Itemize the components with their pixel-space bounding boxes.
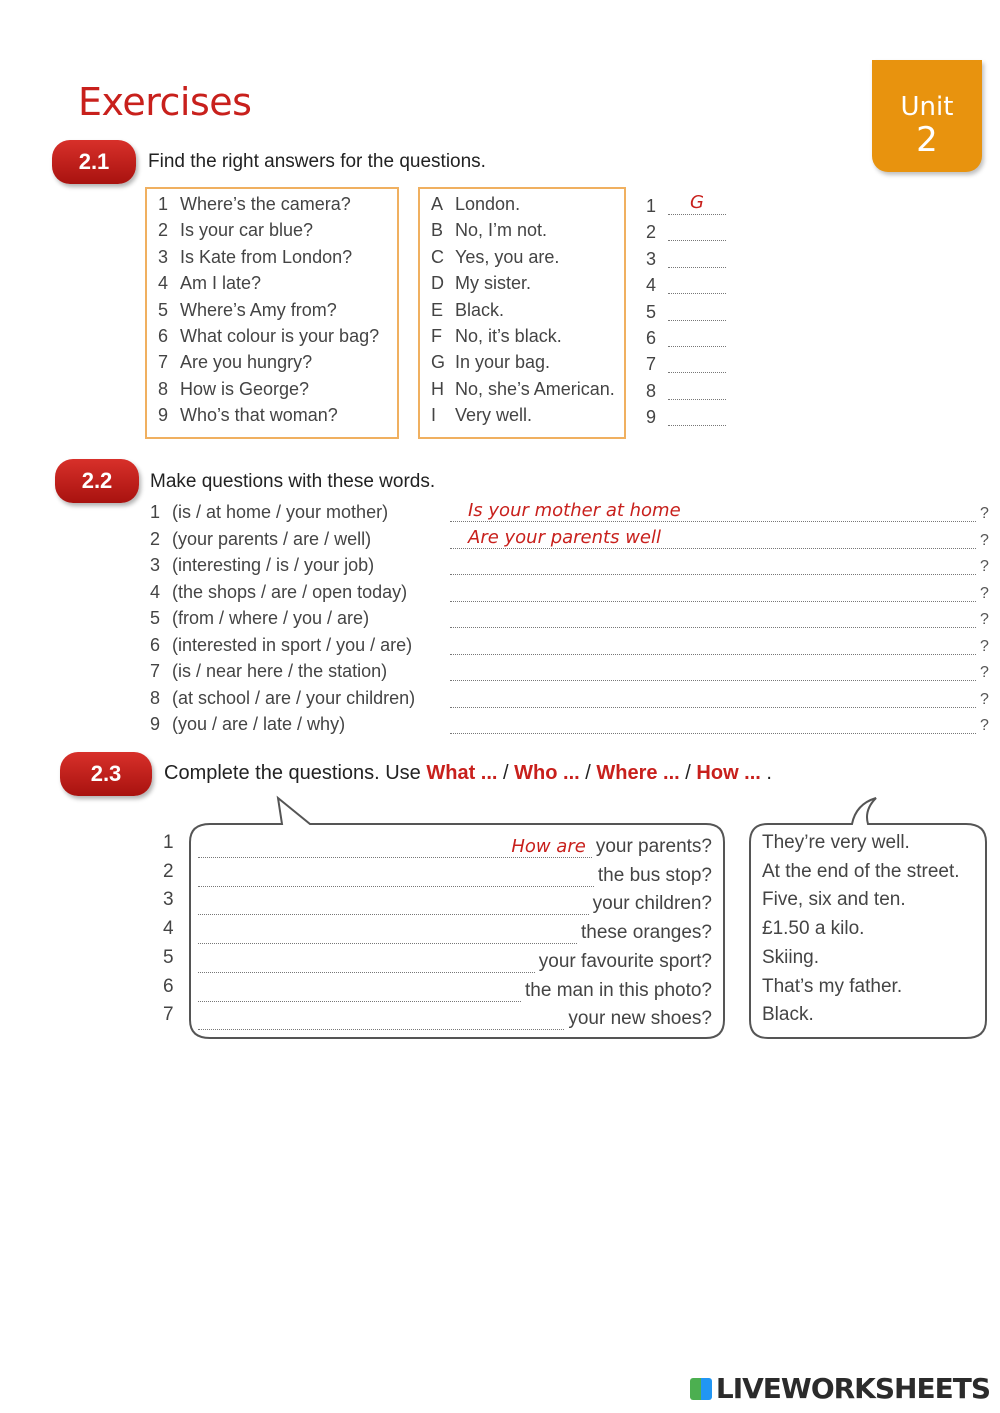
- question-text: What colour is your bag?: [180, 326, 380, 346]
- reply-text: Five, six and ten.: [762, 889, 906, 911]
- question-row: [158, 247, 352, 268]
- question-mark: ?: [980, 664, 989, 681]
- item-number: 3: [163, 889, 174, 911]
- blank-number: 4: [646, 275, 657, 296]
- question-ending: the man in this photo?: [525, 979, 712, 1001]
- answer-letter: E: [431, 299, 444, 320]
- prompt-row: [150, 529, 371, 550]
- answer-text: No, it’s black.: [455, 326, 562, 346]
- answer-text: No, I’m not.: [455, 220, 548, 241]
- match-answer-value: G: [690, 192, 704, 213]
- question-number: 2: [158, 220, 169, 241]
- prompt-text: (the shops / are / open today): [172, 581, 408, 602]
- question-line: [198, 889, 712, 915]
- question-number: 8: [158, 378, 169, 399]
- complete-question-input[interactable]: [198, 922, 577, 944]
- match-answer-input[interactable]: [668, 298, 726, 321]
- answer-row: [431, 220, 547, 241]
- answer-text: My sister.: [455, 273, 532, 294]
- blank-number: 8: [646, 380, 657, 401]
- answer-letter: I: [431, 405, 437, 426]
- answer-row: [431, 273, 531, 294]
- question-row: [158, 405, 338, 426]
- complete-question-input[interactable]: [198, 865, 594, 887]
- question-answer-input[interactable]: [450, 712, 976, 734]
- liveworksheets-logo: [690, 1372, 990, 1405]
- question-row: [158, 220, 313, 241]
- question-text: How is George?: [180, 378, 310, 399]
- prompt-row: [150, 502, 388, 523]
- prompt-row: [150, 582, 407, 603]
- item-number: 2: [163, 860, 174, 882]
- complete-question-input[interactable]: [198, 1008, 564, 1030]
- reply-text: That’s my father.: [762, 975, 903, 997]
- question-answer-input[interactable]: [450, 659, 976, 681]
- word-what: What ...: [426, 762, 498, 784]
- exercise-badge-2-1: 2.1: [52, 140, 136, 184]
- answer-letter: H: [431, 378, 444, 399]
- answer-letter: A: [431, 194, 444, 214]
- word-how: How ...: [696, 762, 761, 784]
- answer-row: [431, 379, 615, 400]
- question-row: [158, 273, 261, 294]
- question-number: 3: [158, 246, 169, 267]
- exercise-instruction-2-3: [164, 762, 772, 785]
- prompt-text: (interesting / is / your job): [172, 555, 375, 575]
- question-mark: ?: [980, 531, 989, 549]
- answer-row: [431, 247, 559, 268]
- reply-text: At the end of the street.: [762, 860, 960, 882]
- answer-letter: F: [431, 326, 442, 346]
- question-number: 1: [158, 194, 169, 214]
- prompt-number: 5: [150, 608, 161, 628]
- blank-number: 1: [646, 196, 657, 216]
- logo-mark: [690, 1378, 712, 1400]
- blank-number: 2: [646, 222, 657, 243]
- prompt-text: (is / at home / your mother): [172, 502, 389, 522]
- answer-row: [431, 352, 550, 373]
- answer-text: Very well.: [455, 405, 533, 426]
- reply-text: They’re very well.: [762, 832, 910, 853]
- answer-row: [431, 194, 520, 215]
- question-number: 4: [158, 273, 169, 294]
- unit-label: Unit: [900, 92, 954, 122]
- item-number: 7: [163, 1004, 174, 1026]
- question-ending: your favourite sport?: [538, 950, 712, 972]
- reply-text: Black.: [762, 1004, 814, 1026]
- prompt-text: (at school / are / your children): [172, 687, 416, 708]
- question-ending: your children?: [592, 893, 712, 915]
- answer-letter: G: [431, 352, 446, 373]
- question-row: [158, 300, 337, 321]
- instruction-end: .: [766, 762, 772, 784]
- question-row: [158, 326, 379, 347]
- separator: /: [497, 762, 515, 784]
- complete-question-value: How are: [511, 836, 586, 857]
- question-ending: the bus stop?: [597, 864, 712, 886]
- item-number: 1: [163, 832, 174, 853]
- prompt-row: [150, 555, 374, 576]
- match-answer-input[interactable]: [668, 377, 726, 400]
- question-text: Are you hungry?: [180, 352, 313, 373]
- question-text: Who’s that woman?: [180, 405, 338, 426]
- prompt-row: [150, 714, 345, 735]
- page-title: Exercises: [78, 80, 252, 124]
- prompt-number: 4: [150, 581, 161, 602]
- blank-number: 6: [646, 328, 657, 348]
- blank-number: 5: [646, 301, 657, 322]
- reply-text: £1.50 a kilo.: [762, 918, 865, 940]
- answer-letter: D: [431, 273, 444, 294]
- separator: /: [679, 762, 697, 784]
- prompt-row: [150, 635, 412, 656]
- word-who: Who ...: [514, 762, 580, 784]
- complete-question-input[interactable]: [198, 951, 535, 973]
- prompt-row: [150, 608, 369, 629]
- complete-question-input[interactable]: [198, 980, 521, 1002]
- question-ending: your parents?: [595, 836, 712, 857]
- answer-row: [431, 326, 562, 347]
- answer-text: No, she’s American.: [455, 378, 615, 399]
- prompt-number: 1: [150, 502, 161, 522]
- item-number: 5: [163, 946, 174, 968]
- question-text: Am I late?: [180, 273, 262, 294]
- answer-row: [431, 405, 532, 426]
- instruction-text: Complete the questions. Use: [164, 762, 421, 784]
- question-answer-input[interactable]: [450, 580, 976, 602]
- complete-question-input[interactable]: [198, 893, 589, 915]
- match-answer-input[interactable]: [668, 350, 726, 373]
- question-answer-input[interactable]: [450, 633, 976, 655]
- question-mark: ?: [980, 505, 989, 522]
- answer-text: London.: [455, 194, 521, 214]
- prompt-number: 6: [150, 634, 161, 655]
- question-text: Is Kate from London?: [180, 246, 353, 267]
- match-answer-input[interactable]: [668, 192, 726, 215]
- exercise-badge-2-3: 2.3: [60, 752, 152, 796]
- prompt-number: 2: [150, 528, 161, 549]
- answer-letter: B: [431, 220, 444, 241]
- logo-text: LIVEWORKSHEETS: [715, 1372, 990, 1405]
- item-number: 6: [163, 975, 174, 997]
- question-answer-input[interactable]: [450, 686, 976, 708]
- question-row: [158, 194, 351, 215]
- question-mark: ?: [980, 558, 989, 575]
- prompt-text: (interested in sport / you / are): [172, 634, 413, 655]
- question-mark: ?: [980, 637, 989, 655]
- exercise-instruction-2-1: Find the right answers for the questions.: [148, 151, 486, 172]
- answer-text: Black.: [455, 299, 505, 320]
- blank-number: 7: [646, 354, 657, 375]
- question-mark: ?: [980, 690, 989, 708]
- match-answer-input[interactable]: [668, 403, 726, 426]
- reply-text: Skiing.: [762, 946, 820, 968]
- answer-text: Yes, you are.: [455, 246, 560, 267]
- question-text: Where’s the camera?: [180, 194, 351, 214]
- question-mark: ?: [980, 611, 989, 628]
- question-row: [158, 379, 309, 400]
- question-answer-input[interactable]: [450, 606, 976, 628]
- separator: /: [579, 762, 597, 784]
- prompt-text: (you / are / late / why): [172, 714, 346, 734]
- answer-text: In your bag.: [455, 352, 551, 373]
- question-mark: ?: [980, 717, 989, 734]
- question-answer-input[interactable]: [450, 500, 976, 522]
- unit-tab: [872, 60, 982, 172]
- unit-number: 2: [916, 120, 938, 160]
- question-line: [198, 1004, 712, 1030]
- question-answer-input[interactable]: [450, 527, 976, 549]
- match-answer-input[interactable]: [668, 245, 726, 268]
- prompt-text: (from / where / you / are): [172, 608, 370, 628]
- item-number: 4: [163, 918, 174, 940]
- blank-number: 3: [646, 248, 657, 269]
- question-line: [198, 918, 712, 944]
- question-number: 6: [158, 326, 169, 346]
- question-line: [198, 832, 712, 858]
- question-answer-value: Is your mother at home: [468, 500, 681, 521]
- blank-number: 9: [646, 407, 657, 428]
- question-ending: your new shoes?: [568, 1008, 712, 1030]
- prompt-number: 7: [150, 661, 161, 681]
- match-answer-input[interactable]: [668, 271, 726, 294]
- prompt-text: (your parents / are / well): [172, 528, 372, 549]
- exercise-badge-2-2: 2.2: [55, 459, 139, 503]
- word-where: Where ...: [596, 762, 680, 784]
- answer-letter: C: [431, 246, 444, 267]
- prompt-row: [150, 661, 387, 682]
- question-number: 5: [158, 299, 169, 320]
- question-mark: ?: [980, 584, 989, 602]
- question-row: [158, 352, 312, 373]
- prompt-number: 9: [150, 714, 161, 734]
- question-answer-input[interactable]: [450, 553, 976, 575]
- question-line: [198, 976, 712, 1002]
- question-ending: these oranges?: [581, 922, 712, 944]
- prompt-number: 8: [150, 687, 161, 708]
- complete-question-input[interactable]: [198, 836, 592, 858]
- question-text: Where’s Amy from?: [180, 299, 337, 320]
- question-number: 7: [158, 352, 169, 373]
- match-answer-input[interactable]: [668, 324, 726, 347]
- prompt-text: (is / near here / the station): [172, 661, 388, 681]
- question-answer-value: Are your parents well: [468, 526, 661, 548]
- question-line: [198, 947, 712, 973]
- exercise-instruction-2-2: Make questions with these words.: [150, 471, 436, 492]
- answer-row: [431, 300, 504, 321]
- question-text: Is your car blue?: [180, 220, 314, 241]
- prompt-number: 3: [150, 555, 161, 575]
- question-line: [198, 861, 712, 887]
- prompt-row: [150, 688, 415, 709]
- match-answer-input[interactable]: [668, 218, 726, 241]
- question-number: 9: [158, 405, 169, 426]
